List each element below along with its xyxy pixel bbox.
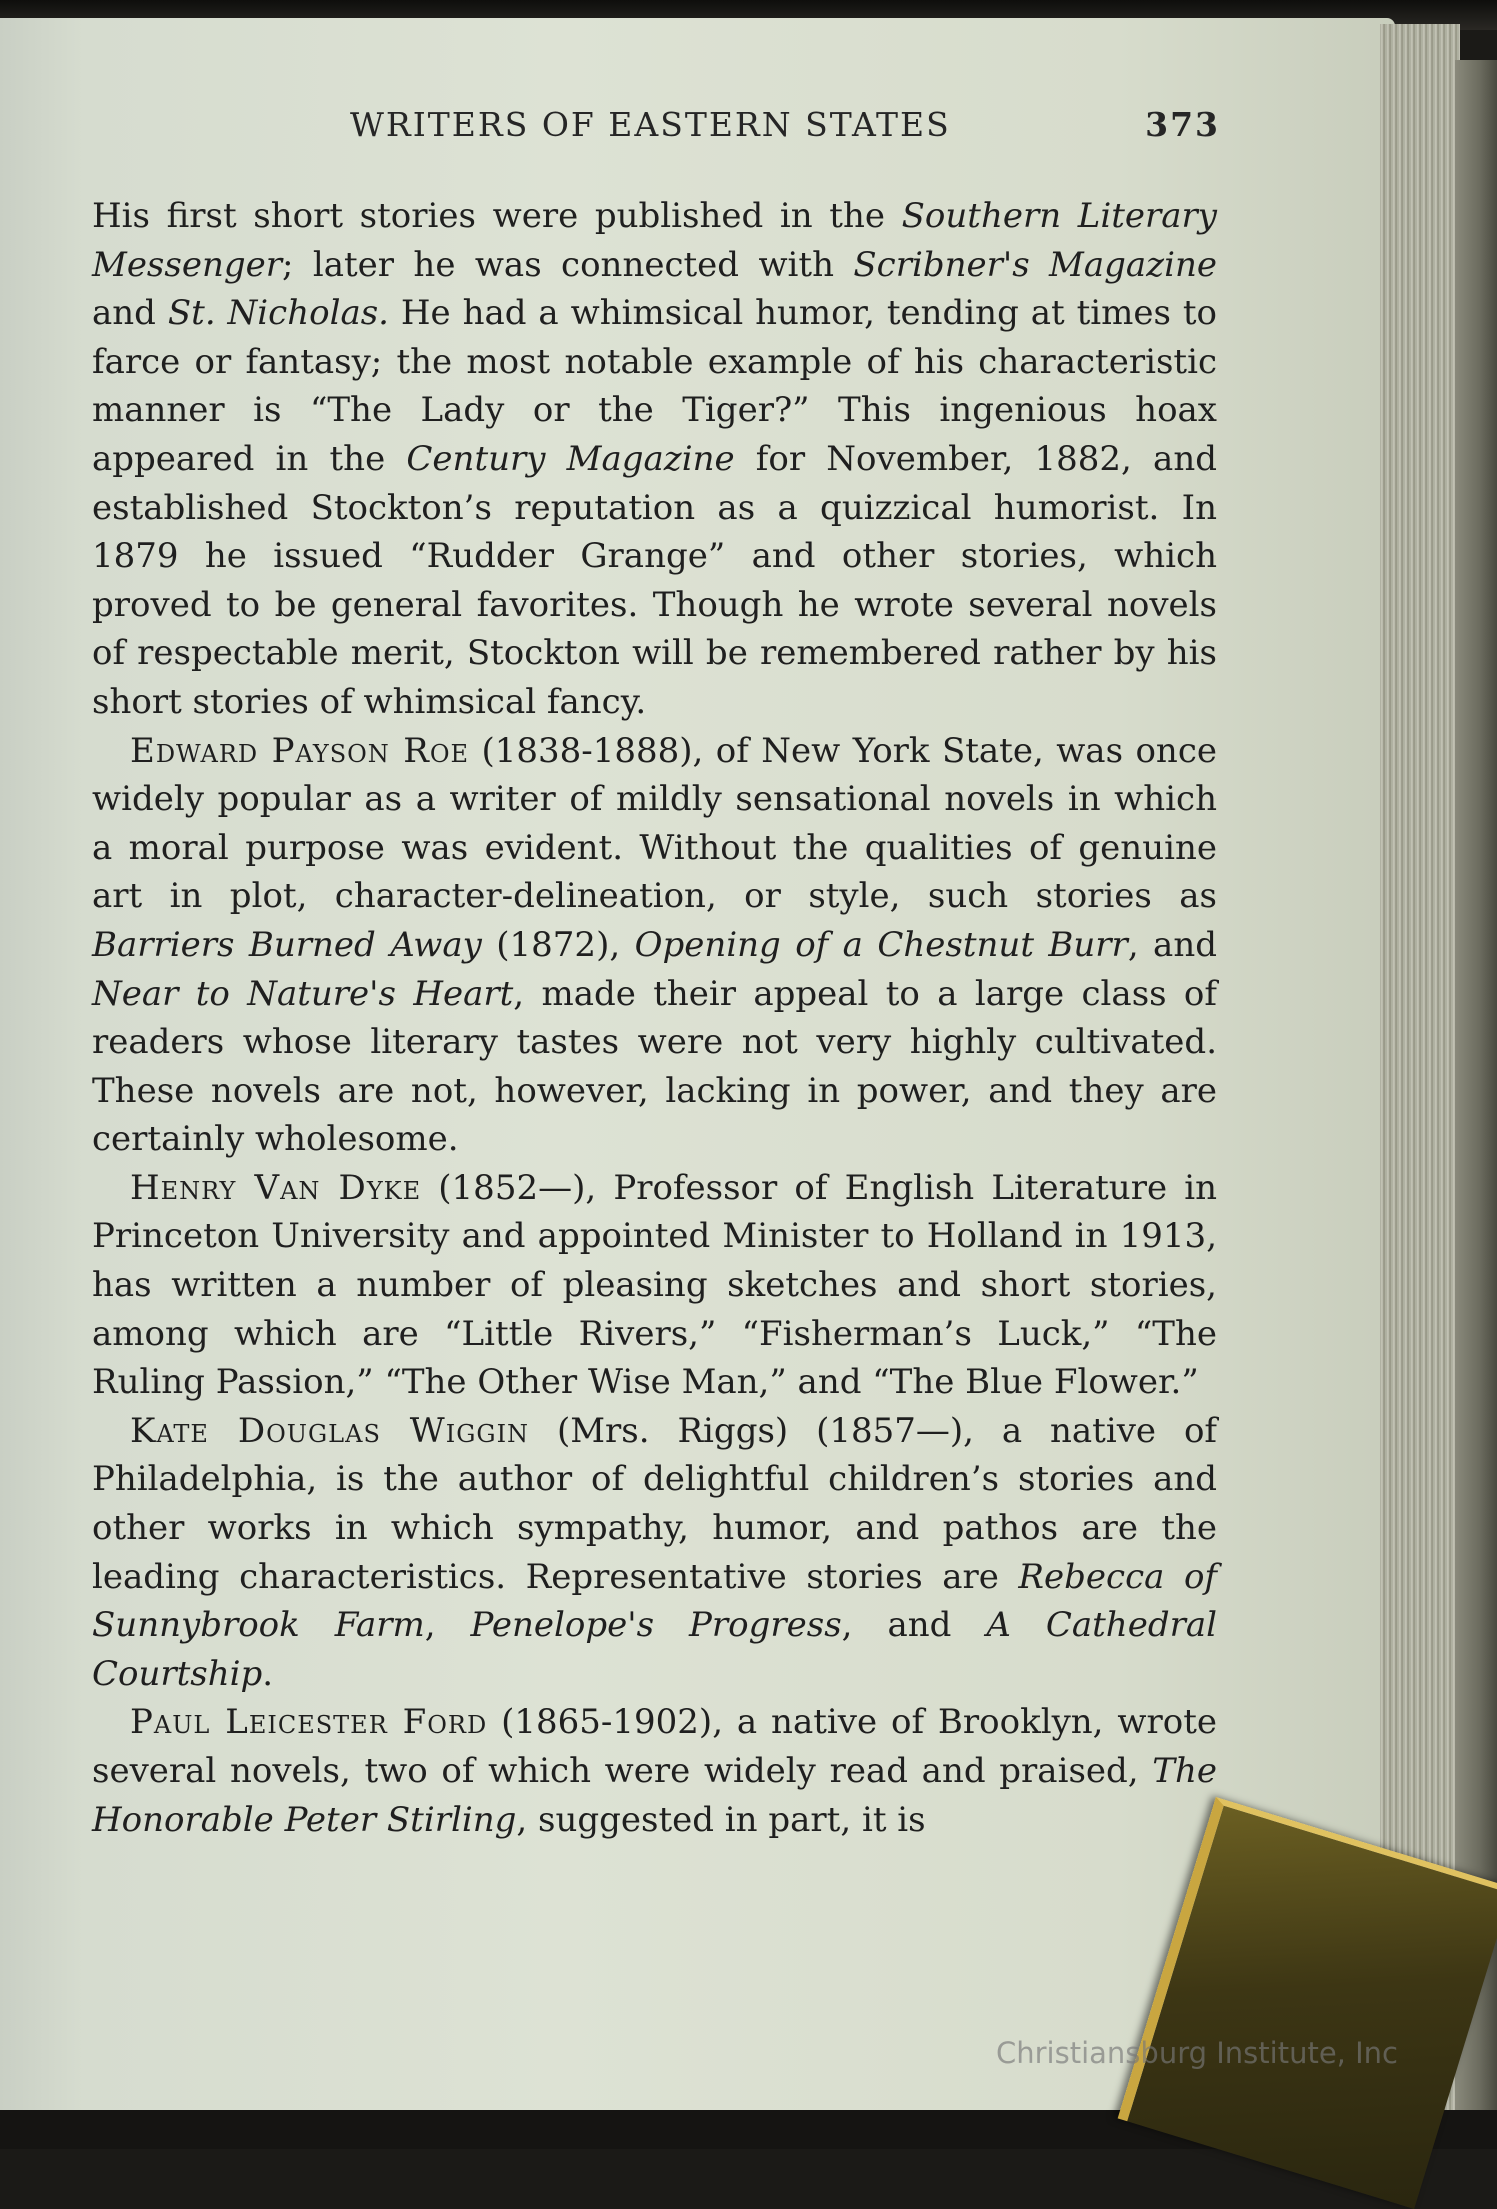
running-title: WRITERS OF EASTERN STATES [350,105,951,144]
italic-title: A Cathedral Courtship [92,1605,1217,1694]
text-run: His first short stories were published in the [92,196,902,236]
italic-title: St. Nicholas. [167,293,389,334]
author-name: Paul Leicester Ford [130,1702,488,1743]
text-run: (1872), [481,924,635,965]
text-run: , made their appeal to a large class of readers whose literary tastes were not very highly cultivated. These novels are not, however, lacking in power, and they are certainly wholesome. [92,973,1217,1160]
paragraph-stockton [92,192,1217,727]
running-header [350,105,1220,145]
paragraph-van-dyke [92,1164,1217,1407]
book-cover-edge [1455,60,1497,2120]
watermark: Christiansburg Institute, Inc [996,2036,1398,2070]
author-name: Henry Van Dyke [130,1167,422,1208]
text-run: , and [841,1605,987,1646]
italic-title: Scribner's Magazine [853,244,1217,285]
italic-title: Barriers Burned Away [92,924,482,965]
text-run: . [262,1653,274,1694]
page-number: 373 [1145,105,1220,144]
italic-title: Century Magazine [406,438,735,479]
text-run: He had a whimsical humor, tending at times to farce or fantasy; the most notable example of his characteristic manner is “The Lady or the Tiger?” This ingenious hoax appeared in the [92,293,1217,479]
page-body [92,192,1217,1844]
text-run: , [424,1605,471,1646]
text-run: (Mrs. Riggs) (1857—), a native of Philadelphia, is the author of delightful children’s stories and other works in which sympathy, humor, and pathos are the leading characteristics. Representative stories are [92,1410,1218,1597]
paragraph-ford [92,1698,1217,1844]
italic-title: Rebecca of Sunnybrook Farm [92,1556,1218,1646]
text-run: , and [1127,924,1217,965]
text-run: and [92,293,168,334]
italic-title: Penelope's Progress [470,1605,842,1646]
text-run: ; later he was connected with [282,244,854,285]
italic-title: Opening of a Chestnut Burr [634,924,1128,965]
author-name: Kate Douglas Wiggin [130,1410,530,1451]
paragraph-roe [92,727,1217,1164]
text-run: (1838-1888), of New York State, was once widely popular as a writer of mildly sensational novels in which a moral purpose was evident. Without the qualities of genuine art in plot, character-delineation, or style, such stories as [92,730,1217,917]
text-run: for November, 1882, and established Stockton’s reputation as a quizzical humorist. In 1879 he issued “Rudder Grange” and other stories, which proved to be general favorites. Though he wrote several novels of respectable merit, Stockton will be remembered rather by his short stories of whimsical fancy. [92,438,1217,722]
paragraph-wiggin [92,1407,1217,1699]
italic-title: The Honorable Peter Stirling [92,1751,1217,1840]
italic-title: Near to Nature's Heart [92,973,514,1014]
author-name: Edward Payson Roe [130,730,470,771]
text-run: (1865-1902), a native of Brooklyn, wrote several novels, two of which were widely read and praised, [92,1702,1217,1791]
text-run: , suggested in part, it is [516,1799,926,1840]
page-fore-edge [1380,24,1460,2114]
italic-title: Southern Literary Messenger [92,196,1217,285]
text-run: (1852—), Professor of English Literature in Princeton University and appointed Minister to Holland in 1913, has written a number of pleasing sketches and short stories, among which are “Little Rivers,” “Fisherman’s Luck,” “The Ruling Passion,” “The Other Wise Man,” and “The Blue Flower.” [92,1167,1217,1403]
